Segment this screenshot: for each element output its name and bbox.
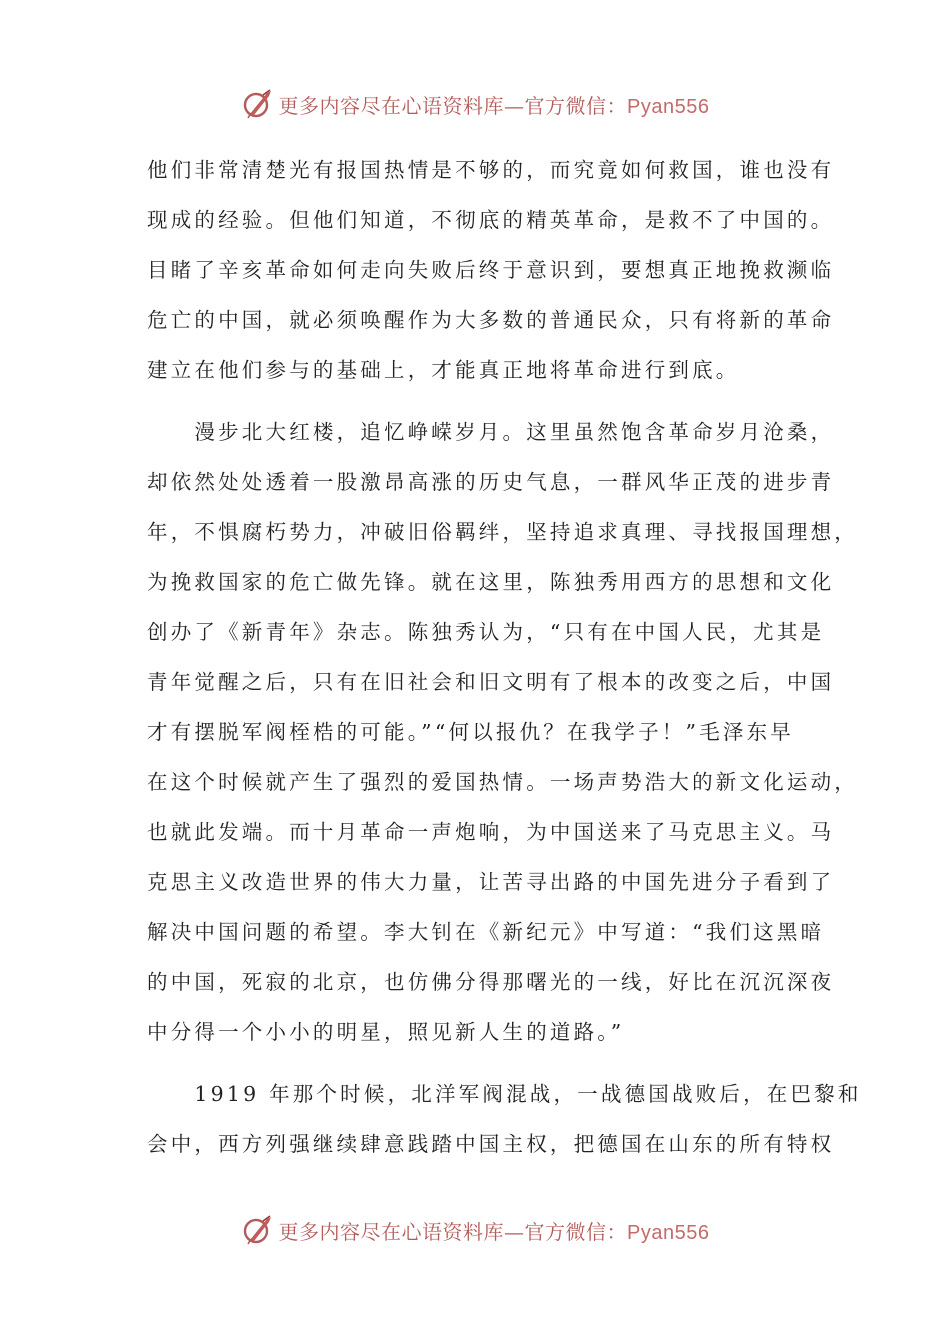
- text-line: 现成的经验。但他们知道，不彻底的精英革命，是救不了中国的。: [147, 208, 835, 232]
- text-line: 青年觉醒之后，只有在旧社会和旧文明有了根本的改变之后，中国: [147, 670, 835, 694]
- text-line: 会中，西方列强继续肆意践踏中国主权，把德国在山东的所有特权: [147, 1132, 835, 1156]
- header-banner-text: 更多内容尽在心语资料库—官方微信：Pyan556: [278, 93, 710, 118]
- text-line: 目睹了辛亥革命如何走向失败后终于意识到，要想真正地挽救濒临: [147, 258, 835, 282]
- text-line: 的中国，死寂的北京，也仿佛分得那曙光的一线，好比在沉沉深夜: [147, 970, 835, 994]
- text-line: 为挽救国家的危亡做先锋。就在这里，陈独秀用西方的思想和文化: [147, 570, 835, 594]
- text-line: 创办了《新青年》杂志。陈独秀认为，“只有在中国人民，尤其是: [147, 620, 825, 644]
- text-line: 克思主义改造世界的伟大力量，让苦寻出路的中国先进分子看到了: [147, 870, 835, 894]
- paragraph-1: [147, 150, 835, 400]
- article-body: [147, 150, 862, 1174]
- text-line: 建立在他们参与的基础上，才能真正地将革命进行到底。: [147, 358, 740, 382]
- header-banner: [0, 84, 950, 124]
- paragraph-3: [147, 1074, 862, 1174]
- text-line: 才有摆脱军阀桎梏的可能。”“何以报仇？在我学子！”毛泽东早: [147, 720, 794, 744]
- footer-banner-text: 更多内容尽在心语资料库—官方微信：Pyan556: [278, 1219, 710, 1244]
- footer-banner: [0, 1210, 950, 1250]
- text-line: 解决中国问题的希望。李大钊在《新纪元》中写道：“我们这黑暗: [147, 920, 825, 944]
- header-wechat-id: Pyan556: [627, 95, 710, 118]
- text-line: 年，不惧腐朽势力，冲破旧俗羁绊，坚持追求真理、寻找报国理想，: [147, 520, 858, 544]
- footer-wechat-id: Pyan556: [627, 1221, 710, 1244]
- quill-pen-logo-icon: [241, 87, 275, 121]
- text-line: 中分得一个小小的明星，照见新人生的道路。”: [147, 1020, 625, 1044]
- text-line: 漫步北大红楼，追忆峥嵘岁月。这里虽然饱含革命岁月沧桑，: [147, 420, 835, 444]
- text-line: 在这个时候就产生了强烈的爱国热情。一场声势浩大的新文化运动，: [147, 770, 858, 794]
- text-line: 1919 年那个时候，北洋军阀混战，一战德国战败后，在巴黎和: [147, 1082, 862, 1106]
- text-line: 也就此发端。而十月革命一声炮响，为中国送来了马克思主义。马: [147, 820, 835, 844]
- quill-pen-logo-icon: [241, 1213, 275, 1247]
- text-line: 他们非常清楚光有报国热情是不够的，而究竟如何救国，谁也没有: [147, 158, 835, 182]
- text-line: 危亡的中国，就必须唤醒作为大多数的普通民众，只有将新的革命: [147, 308, 835, 332]
- text-line: 却依然处处透着一股激昂高涨的历史气息，一群风华正茂的进步青: [147, 470, 835, 494]
- paragraph-2: [147, 412, 858, 1062]
